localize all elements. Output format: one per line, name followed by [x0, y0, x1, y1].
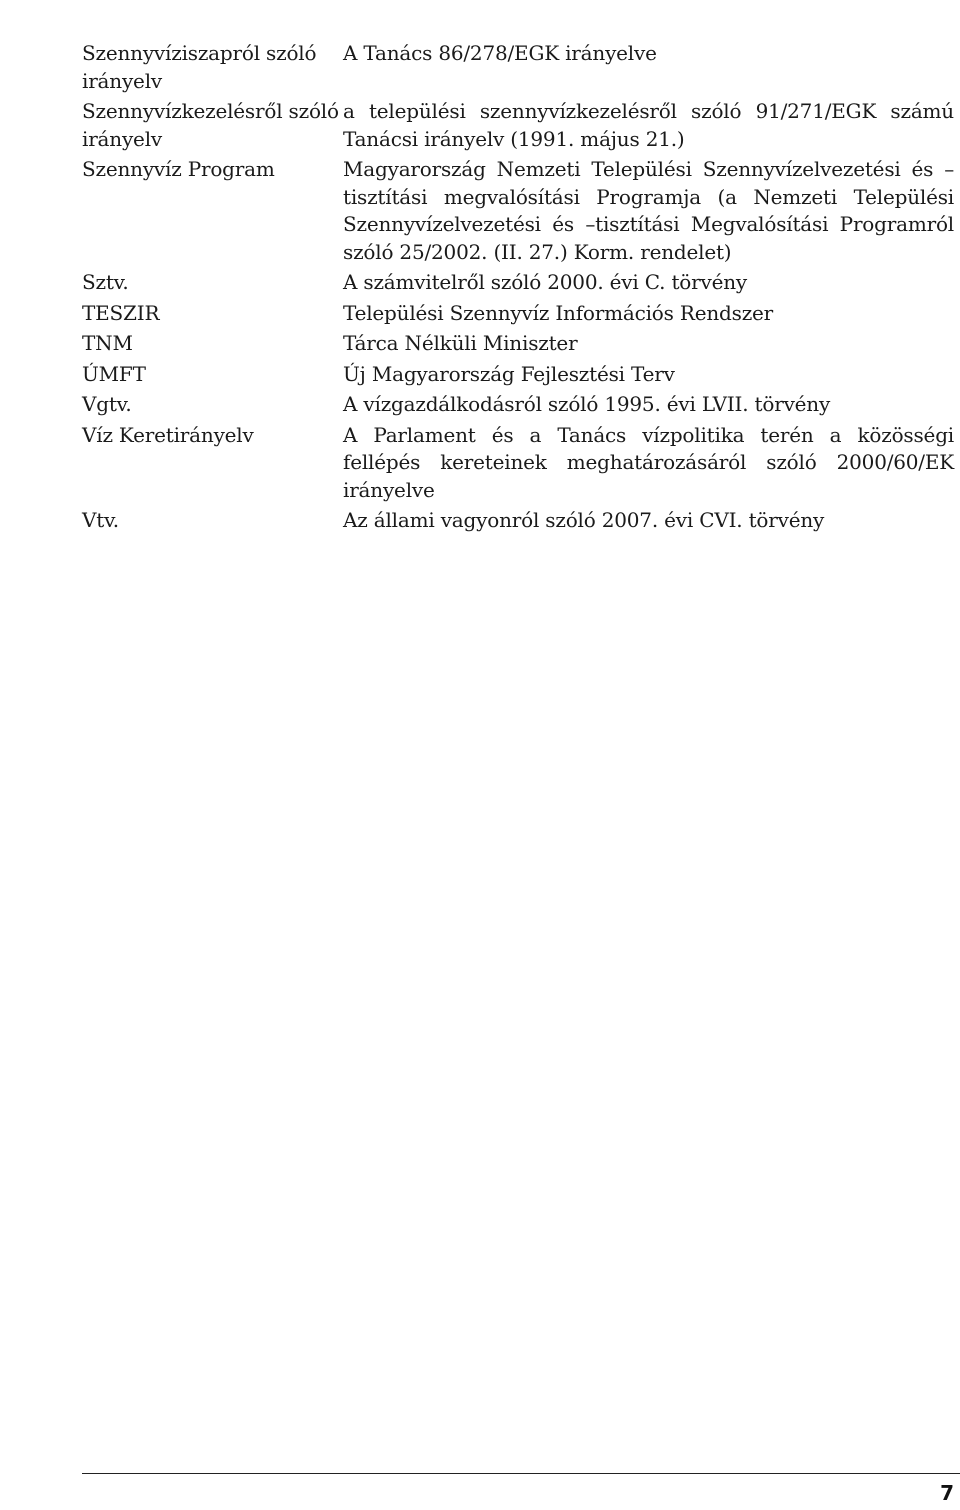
abbreviation-row-szennyviziszap — [82, 40, 960, 95]
abbreviation-definition: A számvitelről szóló 2000. évi C. törvény — [343, 270, 748, 294]
footer-divider — [82, 1473, 960, 1474]
abbreviation-term: Víz Keretirányelv — [82, 422, 254, 447]
abbreviation-row-vtv — [82, 507, 960, 535]
abbreviation-definition: Magyarország Nemzeti Települési Szennyvízelvezetési és – tisztítási megvalósítási Programja (a Nemzeti Települési Szennyvízelvezetési és –tisztítási Megvalósítási Programról szóló 25/2002. (II. 27.) Korm. rendelet) — [343, 157, 954, 264]
abbreviation-term: Sztv. — [82, 270, 129, 294]
abbreviation-row-sztv — [82, 269, 960, 297]
abbreviation-row-umft — [82, 361, 960, 389]
abbreviation-term: TNM — [82, 331, 133, 355]
abbreviation-definition: Az állami vagyonról szóló 2007. évi CVI. törvény — [343, 508, 825, 532]
abbreviation-term: Szennyvízkezelésről szóló irányelv — [82, 99, 339, 151]
abbreviation-term: TESZIR — [82, 300, 160, 325]
abbreviation-definition: A Tanács 86/278/EGK irányelve — [343, 41, 657, 65]
abbreviation-row-szennyviz-program — [82, 156, 960, 266]
page-number: 7 — [940, 1481, 954, 1505]
abbreviation-definition: a települési szennyvízkezelésről szóló 91/271/EGK számú Tanácsi irányelv (1991. május 21.) — [343, 99, 954, 151]
abbreviation-term: Szennyvíz Program — [82, 157, 275, 181]
abbreviation-row-teszir — [82, 300, 960, 328]
abbreviation-term: Vtv. — [82, 508, 119, 532]
abbreviation-row-viz-keretiranyelv — [82, 422, 960, 505]
abbreviation-list — [82, 40, 960, 538]
abbreviation-term: ÚMFT — [82, 361, 146, 386]
abbreviation-row-vgtv — [82, 391, 960, 419]
abbreviation-definition: Tárca Nélküli Miniszter — [343, 331, 578, 355]
abbreviation-term: Szennyvíziszapról szóló irányelv — [82, 41, 317, 93]
abbreviation-row-tnm — [82, 330, 960, 358]
abbreviation-definition: A Parlament és a Tanács vízpolitika terén a közösségi fellépés kereteinek meghatározásáról szóló 2000/60/EK irányelve — [343, 422, 954, 502]
abbreviation-definition: A vízgazdálkodásról szóló 1995. évi LVII. törvény — [343, 392, 831, 416]
abbreviation-definition: Új Magyarország Fejlesztési Terv — [343, 361, 675, 386]
abbreviation-definition: Települési Szennyvíz Információs Rendszer — [343, 300, 774, 325]
abbreviation-row-szennyvizkezeles — [82, 98, 960, 153]
abbreviation-term: Vgtv. — [82, 392, 132, 416]
